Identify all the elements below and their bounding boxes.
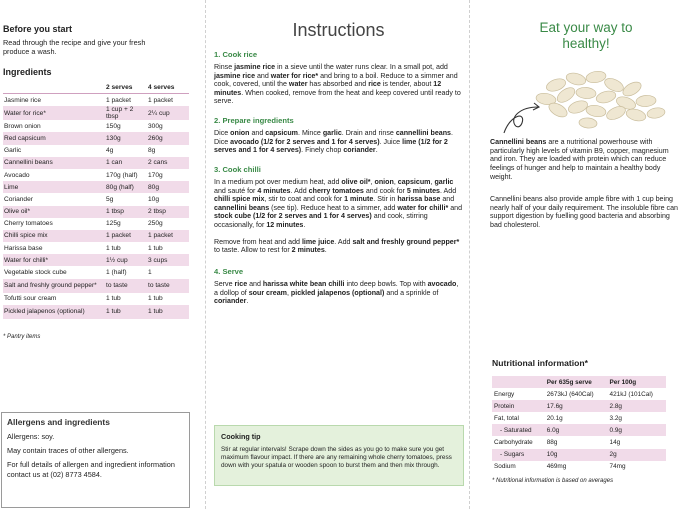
nutrition-header-100g: Per 100g [608,376,666,388]
ingredient-name: Water for chilli* [3,254,105,266]
ingredient-row [3,169,189,181]
ingredients-header-2serves: 2 serves [105,82,147,94]
nutrient-per-serve: 88g [546,439,558,447]
nutrition-row [492,436,666,448]
ingredient-row [3,305,189,319]
nutrient-name: - Saturated [492,424,545,436]
ingredient-4serves: 250g [148,220,163,228]
ingredient-row [3,157,189,169]
ingredient-2serves: 150g [106,122,121,130]
ingredient-4serves: 170g [148,171,163,179]
ingredient-row [3,218,189,230]
step-1-text: Rinse jasmine rice in a sieve until the water runs clear. In a small pot, add jasmine rice and water for rice* and bring to a boil. Reduce to a simmer and cook, covered, until the water has absorbed and rice is tender, about 12 minutes. When cooked, remove from the heat and keep covered until ready to serve. [214,63,461,106]
ingredient-2serves: 5g [106,195,114,203]
step-cook-chilli [214,165,464,255]
step-3-title: 3. Cook chilli [214,165,261,174]
ingredient-name: Avocado [4,171,30,179]
cannellini-beans-image [496,55,676,135]
ingredient-row [3,254,189,266]
cooking-tip-text: Stir at regular intervals! Scrape down the sides as you go to make sure you get maximum flavour impact. If there are any remaining whole cherry tomatoes, press down with your spatula or wooden spoon to burst them and then mix through. [221,446,452,469]
nutrition-title: Nutritional information* [492,358,588,368]
ingredient-row [3,266,189,278]
nutrition-footnote: * Nutritional information is based on averages [492,478,614,484]
allergens-title: Allergens and ingredients [7,417,110,427]
nutrient-per-100g: 3.2g [609,414,622,422]
ingredient-2serves: to taste [105,279,147,293]
before-text: Read through the recipe and give your fresh produce a wash. [3,38,146,57]
ingredient-4serves: 2 cans [147,157,189,169]
nutrient-per-100g: 14g [609,439,621,447]
step-1-title: 1. Cook rice [214,50,258,59]
ingredient-row [3,293,189,305]
ingredient-2serves: 1 packet [106,96,131,104]
nutrition-row [492,461,666,473]
nutrient-per-serve: 20.1g [546,414,563,422]
ingredients-table [3,82,189,319]
step-2-text: Dice onion and capsicum. Mince garlic. Drain and rinse cannellini beans. Dice avocado (1/2 for 2 serves and 1 for 4 serves). Juice lime (1/2 for 2 serves and 1 for 4 serves). Finely chop coriander. [214,129,453,155]
healthy-para1: Cannellini beans are a nutritional powerhouse with particularly high levels of vitamin B9, copper, magnesium and iron. They are loaded with protein which can reduce feelings of hunger and help to maintain a healthy body weight. [490,138,669,181]
ingredient-name: Lime [3,181,105,193]
allergens-line2: May contain traces of other allergens. [7,446,129,456]
allergens-line3: For full details of allergen and ingredient information contact us at (02) 8773 4584. [7,460,175,479]
ingredient-name: Chilli spice mix [3,230,105,242]
ingredient-row [3,94,189,107]
ingredient-4serves: 8g [148,147,156,155]
step-4-title: 4. Serve [214,267,244,276]
ingredient-name: Brown onion [4,122,41,130]
healthy-title: Eat your way to healthy! [539,20,633,51]
nutrient-name: Sodium [494,463,516,471]
ingredient-name: Red capsicum [3,132,105,144]
ingredient-2serves: 1 tub [106,295,121,303]
allergens-line1: Allergens: soy. [7,432,55,441]
ingredient-2serves: 170g (half) [106,171,138,179]
nutrient-per-serve: 10g [545,449,608,461]
nutrient-name: - Sugars [492,449,545,461]
ingredient-2serves: 1 tub [106,244,121,252]
nutrient-per-100g: 421kJ (101Cal) [609,390,653,398]
ingredient-row [3,193,189,205]
ingredient-name: Olive oil* [3,206,105,218]
nutrient-per-100g: 2.8g [608,400,666,412]
nutrition-row [492,388,666,400]
ingredient-name: Salt and freshly ground pepper* [3,279,105,293]
ingredient-4serves: to taste [147,279,189,293]
ingredient-4serves: 1 packet [148,96,173,104]
ingredient-2serves: 1 packet [105,230,147,242]
nutrient-per-100g: 2g [608,449,666,461]
healthy-para2: Cannellini beans also provide ample fibre with 1 cup being nearly half of your daily requirement. The insoluble fibre can support digestion by fuelling good bacteria and absorbing bad cholesterol. [490,195,678,230]
ingredient-2serves: 130g [105,132,147,144]
pantry-footnote: * Pantry items [3,334,41,340]
ingredient-name: Tofutti sour cream [4,295,57,303]
ingredient-4serves: 80g [147,181,189,193]
ingredient-2serves: 1 cup + 2 tbsp [105,106,147,120]
ingredient-4serves: 1 packet [147,230,189,242]
bean-pile [535,70,666,129]
ingredient-name: Coriander [4,195,33,203]
step-cook-rice [214,50,464,106]
ingredient-row [3,145,189,157]
ingredient-name: Cannellini beans [3,157,105,169]
ingredient-2serves: 1½ cup [105,254,147,266]
ingredient-row [3,106,189,120]
nutrient-name: Energy [494,390,515,398]
nutrient-name: Fat, total [494,414,519,422]
ingredient-2serves: 80g (half) [105,181,147,193]
ingredients-header-4serves: 4 serves [147,82,189,94]
ingredient-row [3,120,189,132]
before-title: Before you start [3,24,73,34]
ingredient-4serves: 1 tub [148,244,163,252]
nutrient-per-serve: 469mg [546,463,567,471]
step-2-title: 2. Prepare ingredients [214,116,294,125]
ingredient-4serves: 2 tbsp [147,206,189,218]
instructions-title: Instructions [292,20,385,40]
ingredient-2serves: 125g [106,220,121,228]
ingredient-row [3,242,189,254]
nutrition-row [492,412,666,424]
step-3-text: In a medium pot over medium heat, add olive oil*, onion, capsicum, garlic and sauté for 4 minutes. Add cherry tomatoes and cook for 5 minutes. Add chilli spice mix, stir to coat and cook for 1 minute. Stir in harissa base and cannellini beans (see tip). Reduce heat to a simmer, add water for chilli* and stock cube (1/2 for 2 serves and 1 for 4 serves) and cook, stirring occasionally, for 12 minutes. [214,178,463,229]
ingredient-4serves: 1 tub [148,295,163,303]
ingredient-4serves: 260g [147,132,189,144]
ingredient-name: Garlic [4,147,22,155]
nutrient-per-100g: 74mg [609,463,626,471]
ingredient-2serves: 4g [106,147,114,155]
step-prepare [214,116,464,155]
ingredients-title: Ingredients [3,67,52,77]
allergens-box [1,412,190,508]
nutrition-header-serve: Per 635g serve [545,376,608,388]
ingredient-row [3,132,189,144]
nutrient-per-serve: 2673kJ (640Cal) [546,390,594,398]
ingredient-2serves: 1 tub [105,305,147,319]
nutrition-row [492,449,666,461]
ingredient-4serves: 10g [148,195,160,203]
ingredient-4serves: 2¼ cup [147,106,189,120]
nutrient-per-serve: 6.0g [545,424,608,436]
nutrition-header-name [492,376,545,388]
cooking-tip-title: Cooking tip [221,432,261,441]
nutrient-per-100g: 0.9g [608,424,666,436]
ingredient-row [3,206,189,218]
step-3-text-2: Remove from heat and add lime juice. Add salt and freshly ground pepper* to taste. Allow to rest for 2 minutes. [214,237,460,255]
ingredient-name: Vegetable stock cube [4,269,67,277]
ingredients-header-name [3,82,105,94]
instructions-column [205,0,470,509]
step-4-text: Serve rice and harissa white bean chilli into deep bowls. Top with avocado, a dollop of sour cream, pickled jalapenos (optional) and a sprinkle of coriander. [214,280,459,306]
ingredient-name: Pickled jalapenos (optional) [3,305,105,319]
nutrient-per-serve: 17.6g [545,400,608,412]
nutrition-table [492,376,666,473]
ingredient-name: Water for rice* [3,106,105,120]
ingredient-row [3,230,189,242]
ingredient-row [3,181,189,193]
nutrition-row [492,424,666,436]
ingredient-name: Jasmine rice [4,96,42,104]
nutrient-name: Carbohydrate [494,439,533,447]
nutrient-name: Protein [492,400,545,412]
ingredient-4serves: 300g [148,122,163,130]
ingredient-name: Harissa base [4,244,43,252]
step-serve [214,267,464,306]
ingredient-2serves: 1 (half) [106,269,127,277]
nutrition-row [492,400,666,412]
loop-arrow [504,107,538,133]
ingredient-2serves: 1 can [105,157,147,169]
ingredient-4serves: 3 cups [147,254,189,266]
ingredient-name: Cherry tomatoes [4,220,53,228]
ingredient-4serves: 1 tub [147,305,189,319]
ingredient-row [3,279,189,293]
ingredient-2serves: 1 tbsp [105,206,147,218]
cooking-tip-box [214,425,464,486]
ingredient-4serves: 1 [148,269,152,277]
